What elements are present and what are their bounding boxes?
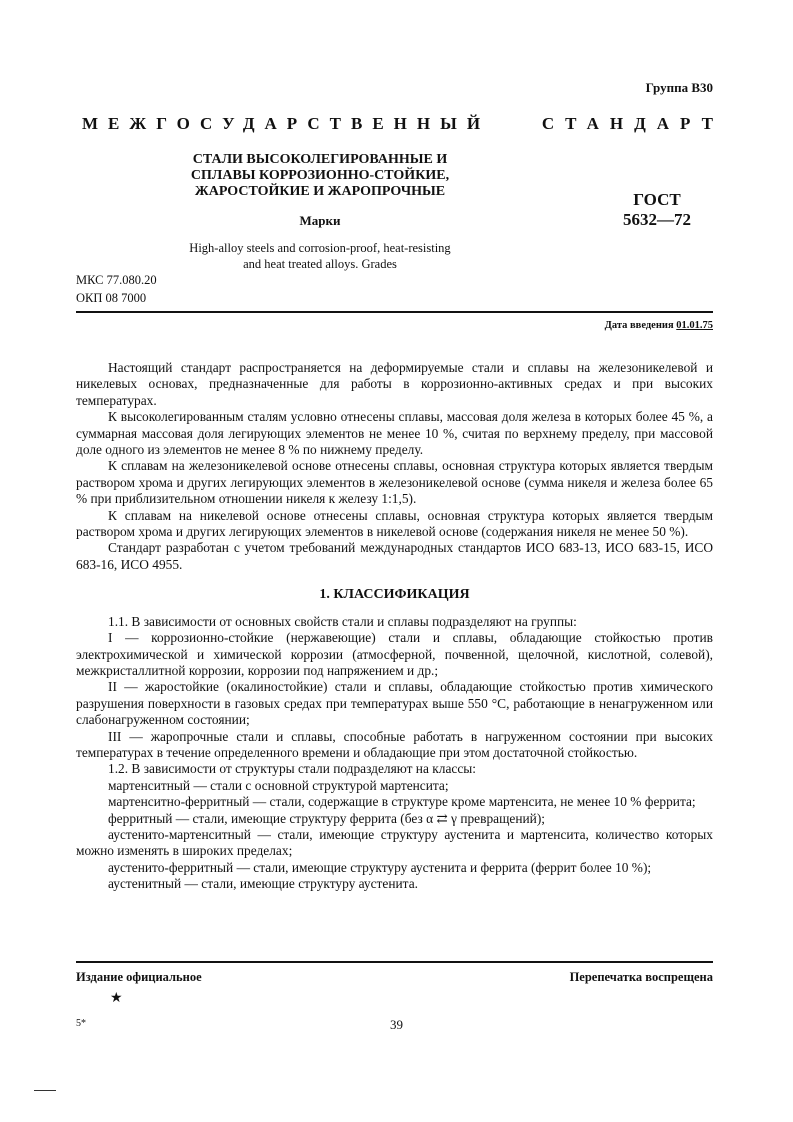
paragraph: 1.2. В зависимости от структуры стали подразделяют на классы:: [108, 761, 476, 777]
date-value: 01.01.75: [676, 320, 713, 331]
mks-code: МКС 77.080.20: [76, 273, 157, 287]
paragraph: аустенито-мартенситный — стали, имеющие структуру аустенита и мартенсита, количество которых можно изменять в широких пределах;: [76, 826, 713, 859]
banner-standard: СТАНДАРТ: [541, 114, 724, 133]
title-line: СТАЛИ ВЫСОКОЛЕГИРОВАННЫЕ И: [192, 152, 448, 167]
classification-group: Группа В30: [645, 80, 713, 95]
paragraph: ферритный — стали, имеющие структуру феррита (без α ⇄ γ превращений);: [108, 810, 546, 826]
document-body: [76, 360, 713, 893]
paragraph: мартенситный — стали с основной структурой мартенсита;: [108, 777, 449, 793]
gost-label: ГОСТ: [633, 190, 681, 209]
title-line: ЖАРОСТОЙКИЕ И ЖАРОПРОЧНЫЕ: [194, 184, 446, 199]
paragraph: III — жаропрочные стали и сплавы, способные работать в нагруженном состоянии при высоких температурах в течение определенного времени и обладающие при этом достаточной стойкостью.: [76, 728, 713, 760]
standard-banner: [82, 114, 724, 134]
title-line: СПЛАВЫ КОРРОЗИОННО-СТОЙКИЕ,: [190, 168, 450, 183]
star-icon: ★: [110, 991, 123, 1006]
paragraph: аустенитный — стали, имеющие структуру аустенита.: [108, 876, 418, 892]
date-label: Дата введения: [604, 320, 674, 331]
paragraph: Настоящий стандарт распространяется на деформируемые стали и сплавы на железоникелевой и никелевых основах, предназначенные для работы в коррозионно-активных средах и при высоких температурах.: [76, 360, 713, 408]
banner-interstate: МЕЖГОСУДАРСТВЕННЫЙ: [82, 114, 491, 133]
reprint-prohibited: Перепечатка воспрещена: [569, 970, 713, 984]
english-title: [170, 240, 470, 272]
sheet-mark: 5*: [76, 1018, 86, 1029]
paragraph: II — жаростойкие (окалиностойкие) стали и сплавы, обладающие стойкостью против химического разрушения поверхности в газовых средах при температурах выше 550 °С, работающие в ненагруженном или слабонагруженном состоянии;: [76, 679, 713, 728]
official-edition: Издание официальное: [76, 970, 202, 984]
gost-number: [623, 190, 691, 230]
section-heading: 1. КЛАССИФИКАЦИЯ: [319, 587, 470, 603]
introduction-date: [605, 320, 713, 331]
paragraph: К сплавам на никелевой основе отнесены сплавы, основная структура которых является твердым раствором хрома и других легирующих элементов в никелевой основе (содержания никеля не менее 50 %).: [76, 507, 713, 540]
header-divider: [76, 311, 713, 313]
footer-divider: [76, 961, 713, 963]
scan-mark: [34, 1090, 56, 1091]
paragraph: мартенситно-ферритный — стали, содержащие в структуре кроме мартенсита, не менее 10 % феррита;: [108, 794, 696, 810]
paragraph: К высоколегированным сталям условно отнесены сплавы, массовая доля железа в которых более 45 %, а суммарная массовая доля легирующих элементов не менее 10 %, считая по верхнему пределу, при массовой доле одного из элементов не менее 8 % по нижнему пределу.: [76, 409, 713, 458]
gost-code: 5632—72: [623, 210, 691, 229]
document-subtitle: Марки: [299, 213, 341, 228]
okp-code: ОКП 08 7000: [76, 291, 147, 305]
page-number: 39: [390, 1017, 403, 1032]
paragraph: I — коррозионно-стойкие (нержавеющие) стали и сплавы, обладающие стойкостью против электрохимической и химической коррозии (атмосферной, почвенной, щелочной, кислотной, солевой), межкристаллитной коррозии, коррозии под напряжением и др.;: [76, 630, 713, 678]
classification-codes: [76, 271, 157, 307]
document-title: [180, 152, 460, 200]
english-title-line: and heat treated alloys. Grades: [243, 257, 397, 271]
paragraph: 1.1. В зависимости от основных свойств стали и сплавы подразделяют на группы:: [108, 613, 577, 629]
paragraph: Стандарт разработан с учетом требований международных стандартов ИСО 683-13, ИСО 683-15, ИСО 683-16, ИСО 4955.: [76, 540, 713, 572]
paragraph: аустенито-ферритный — стали, имеющие структуру аустенита и феррита (феррит более 10 %);: [108, 859, 652, 875]
english-title-line: High-alloy steels and corrosion-proof, heat-resisting: [189, 241, 451, 255]
paragraph: К сплавам на железоникелевой основе отнесены сплавы, основная структура которых является твердым раствором хрома и других легирующих элементов в железоникелевой основе (сумма никеля и железа более 65 % при приблизительном отношении никеля к железу 1:1,5).: [76, 458, 713, 507]
